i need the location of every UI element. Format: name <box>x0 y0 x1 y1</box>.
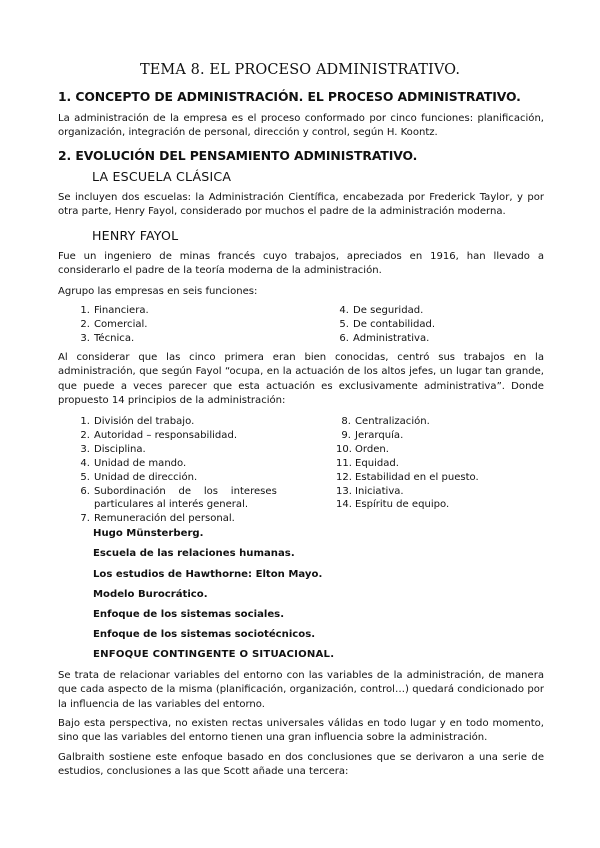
list-item: 1. División del trabajo. <box>80 416 195 427</box>
escuela-clasica-heading: LA ESCUELA CLÁSICA <box>92 169 232 184</box>
list-item: 12. Estabilidad en el puesto. <box>336 471 479 483</box>
contingente-paragraph-1: Se trata de relacionar variables del entorno con las variables de la administración, de manera que cada aspecto de la misma (planificación, organización, control…) quedará condicionado por la influencia de las variables del entorno. <box>58 670 544 710</box>
subsection-sistemas-sociotecnicos: Enfoque de los sistemas sociotécnicos. <box>93 629 316 640</box>
list-item: 4. De seguridad. <box>339 305 424 316</box>
list-item: 8. Centralización. <box>341 416 430 427</box>
list-item: 5. Unidad de dirección. <box>80 471 198 483</box>
escuela-clasica-paragraph: Se incluyen dos escuelas: la Administración Científica, encabezada por Frederick Taylor, y por otra parte, Henry Fayol, considerado por muchos el padre de la administración moderna. <box>58 192 544 218</box>
principios-list-right <box>336 415 546 512</box>
list-item: 11. Equidad. <box>336 457 399 469</box>
henry-fayol-paragraph: Fue un ingeniero de minas francés cuyo trabajos, apreciados en 1916, han llevado a considerarlo el padre de la teoría moderna de la administración. <box>58 251 544 277</box>
contingente-paragraph-3: Galbraith sostiene este enfoque basado en dos conclusiones que se derivaron a una serie de estudios, conclusiones a las que Scott añade una tercera: <box>58 752 544 778</box>
subsection-enfoque-contingente: ENFOQUE CONTINGENTE O SITUACIONAL. <box>93 649 335 660</box>
funciones-list-right <box>334 304 544 346</box>
subsection-hawthorne: Los estudios de Hawthorne: Elton Mayo. <box>93 569 323 580</box>
section-1-heading: 1. CONCEPTO DE ADMINISTRACIÓN. EL PROCESO ADMINISTRATIVO. <box>58 89 521 104</box>
page-title: TEMA 8. EL PROCESO ADMINISTRATIVO. <box>139 62 461 78</box>
list-item: 13. Iniciativa. <box>336 485 404 497</box>
funciones-list-left <box>75 304 315 346</box>
list-item: 6. Administrativa. <box>339 332 430 344</box>
list-item: 7. Remuneración del personal. <box>80 513 235 525</box>
subsection-relaciones-humanas: Escuela de las relaciones humanas. <box>93 548 295 559</box>
funciones-intro: Agrupo las empresas en seis funciones: <box>58 286 258 297</box>
section-1-paragraph: La administración de la empresa es el proceso conformado por cinco funciones: planificación, organización, integración de personal, dirección y control, según H. Koontz. <box>58 113 544 139</box>
list-item: 2. Comercial. <box>80 318 148 330</box>
subsection-hugo-munsterberg: Hugo Münsterberg. <box>93 528 204 539</box>
list-item: 3. Técnica. <box>80 332 135 344</box>
section-2-heading: 2. EVOLUCIÓN DEL PENSAMIENTO ADMINISTRATIVO. <box>58 148 418 163</box>
list-item: 2. Autoridad – responsabilidad. <box>80 429 238 441</box>
principios-intro: Al considerar que las cinco primera eran bien conocidas, centró sus trabajos en la administración, que según Fayol “ocupa, en la actuación de los altos jefes, un lugar tan grande, que puede a veces parecer que esta actuación es exclusivamente administrativa”. Donde propuesto 14 principios de la administración: <box>58 352 544 406</box>
subsection-modelo-burocratico: Modelo Burocrático. <box>93 589 208 600</box>
list-item: 5. De contabilidad. <box>339 318 436 330</box>
contingente-paragraph-2: Bajo esta perspectiva, no existen rectas universales válidas en todo lugar y en todo momento, sino que las variables del entorno tienen una gran influencia sobre la administración. <box>58 718 544 744</box>
list-item: 3. Disciplina. <box>80 443 146 455</box>
list-item: 9. Jerarquía. <box>341 429 404 441</box>
list-item: 1. Financiera. <box>80 305 149 316</box>
list-item: 4. Unidad de mando. <box>80 457 187 469</box>
subsection-sistemas-sociales: Enfoque de los sistemas sociales. <box>93 609 285 620</box>
list-item: 14. Espíritu de equipo. <box>336 499 450 511</box>
principios-list-left <box>75 415 310 526</box>
list-item: 10. Orden. <box>336 443 389 455</box>
henry-fayol-heading: HENRY FAYOL <box>92 228 179 243</box>
list-item: 6. Subordinación de los intereses particulares al interés general. <box>80 485 277 511</box>
